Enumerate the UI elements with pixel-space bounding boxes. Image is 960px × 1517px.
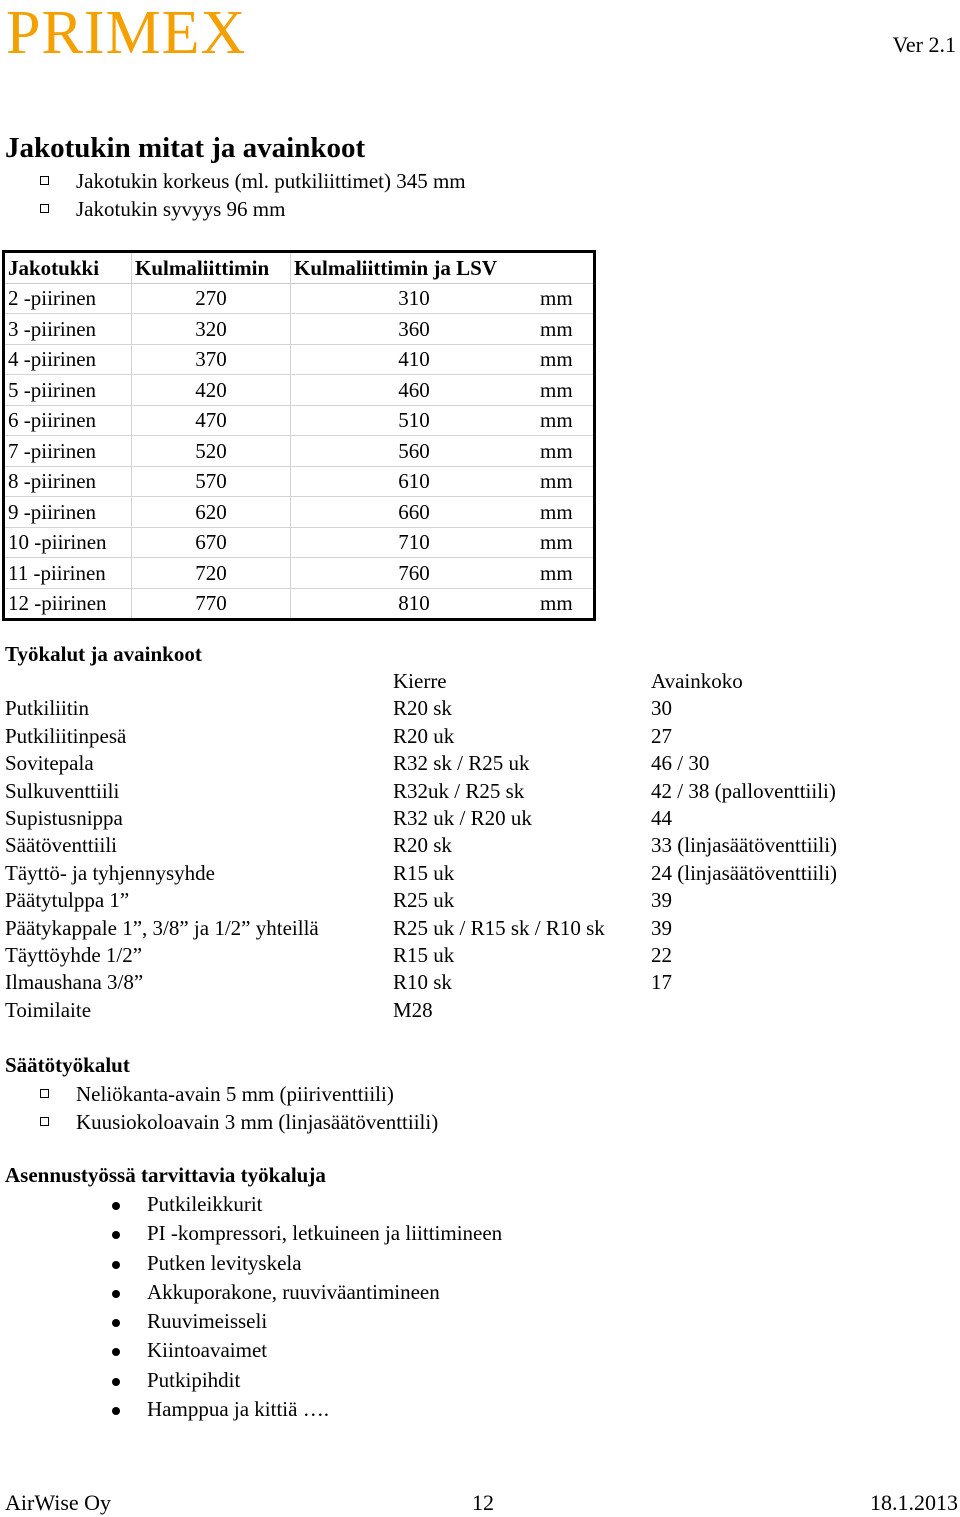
bullet-dot-icon — [112, 1407, 120, 1415]
tools-cell: Säätöventtiili — [5, 833, 117, 858]
table-cell: mm — [537, 314, 595, 345]
section-title-dimensions: Jakotukin mitat ja avainkoot — [5, 132, 366, 164]
table-cell: mm — [537, 344, 595, 375]
table-cell: 6 -piirinen — [4, 405, 132, 436]
tools-cell: Täyttö- ja tyhjennysyhde — [5, 860, 215, 885]
tools-cell: R25 uk — [393, 888, 455, 913]
bullet-dot-icon — [112, 1378, 120, 1386]
list-item-text: Putkileikkurit — [147, 1192, 263, 1216]
list-item — [110, 1307, 502, 1336]
list-item — [110, 1336, 502, 1365]
list-item — [40, 1080, 438, 1108]
bullet-dot-icon — [112, 1319, 120, 1327]
primex-logo: PRIMEX — [6, 0, 247, 67]
list-item-text: Kuusiokoloavain 3 mm (linjasäätöventtiili) — [76, 1110, 439, 1134]
tools-cell: R32uk / R25 sk — [393, 778, 525, 803]
table-cell: mm — [537, 436, 595, 467]
checkbox-bullet-icon — [40, 204, 49, 213]
checkbox-bullet-icon — [40, 176, 49, 185]
table-cell: 310 — [291, 283, 538, 314]
dimension-bullets — [40, 167, 466, 223]
table-cell: 9 -piirinen — [4, 497, 132, 528]
tools-cell: 33 (linjasäätöventtiili) — [651, 833, 838, 858]
table-cell: 8 -piirinen — [4, 466, 132, 497]
table-cell: mm — [537, 466, 595, 497]
column-header: Avainkoko — [651, 669, 743, 693]
list-item — [110, 1190, 502, 1219]
table-cell: 460 — [291, 375, 538, 406]
table-cell: 12 -piirinen — [4, 588, 132, 620]
table-cell: mm — [537, 527, 595, 558]
table-row — [4, 527, 595, 558]
table-cell: 760 — [291, 558, 538, 589]
tools-cell: Täyttöyhde 1/2” — [5, 942, 143, 967]
table-cell: 560 — [291, 436, 538, 467]
bullet-dot-icon — [112, 1231, 120, 1239]
table-cell: 3 -piirinen — [4, 314, 132, 345]
table-cell: 2 -piirinen — [4, 283, 132, 314]
list-item — [110, 1249, 502, 1278]
table-header-row — [4, 252, 595, 284]
install-tools-list — [110, 1190, 502, 1424]
tools-cell: R20 sk — [393, 696, 452, 721]
section-title-adjust-tools: Säätötyökalut — [5, 1053, 130, 1077]
column-header: Kierre — [393, 669, 447, 693]
tools-cell: R15 uk — [393, 942, 455, 967]
table-row — [4, 436, 595, 467]
bullet-dot-icon — [112, 1348, 120, 1356]
table-cell: mm — [537, 497, 595, 528]
table-cell: 610 — [291, 466, 538, 497]
tools-cell: Päätykappale 1”, 3/8” ja 1/2” yhteillä — [5, 915, 319, 940]
tools-cell: 17 — [651, 970, 672, 995]
list-item — [110, 1219, 502, 1248]
list-item-text: Putkipihdit — [147, 1367, 241, 1392]
tools-cell: R15 uk — [393, 860, 455, 885]
table-cell: mm — [537, 375, 595, 406]
bullet-dot-icon — [112, 1202, 120, 1210]
table-cell: 360 — [291, 314, 538, 345]
table-row — [4, 558, 595, 589]
list-item-text: Hamppua ja kittiä …. — [147, 1397, 329, 1422]
bullet-dot-icon — [112, 1290, 120, 1298]
tools-cell: R32 sk / R25 uk — [393, 751, 530, 776]
dimensions-table — [2, 250, 596, 621]
tools-cell: 22 — [651, 942, 672, 967]
list-item — [110, 1366, 502, 1395]
section-title-install-tools: Asennustyössä tarvittavia työkaluja — [5, 1163, 326, 1187]
tools-cell: R20 sk — [393, 833, 452, 858]
tools-cell: 39 — [651, 915, 672, 940]
tools-cell: 44 — [651, 805, 672, 830]
tools-cell: 30 — [651, 696, 672, 721]
tools-cell: Supistusnippa — [5, 805, 123, 830]
tools-cell: Päätytulppa 1” — [5, 888, 130, 913]
list-item — [110, 1278, 502, 1307]
footer-page-number: 12 — [472, 1490, 494, 1515]
list-item-text: Akkuporakone, ruuviväantimineen — [147, 1279, 440, 1304]
bullet-dot-icon — [112, 1261, 120, 1269]
footer-company: AirWise Oy — [5, 1490, 112, 1515]
tools-cell: R25 uk / R15 sk / R10 sk — [393, 915, 605, 940]
table-row — [4, 344, 595, 375]
list-item-text: Ruuvimeisseli — [147, 1309, 268, 1334]
section-title-tools: Työkalut ja avainkoot — [5, 642, 202, 666]
tools-cell: 27 — [651, 723, 672, 748]
list-item — [40, 195, 466, 223]
adjust-tools-list — [40, 1080, 438, 1136]
tools-cell: 42 / 38 (palloventtiili) — [651, 778, 836, 803]
table-cell: 270 — [132, 283, 291, 314]
table-row — [4, 405, 595, 436]
table-cell: 720 — [132, 558, 291, 589]
tools-cell: R20 uk — [393, 723, 455, 748]
table-cell: 320 — [132, 314, 291, 345]
table-cell: 770 — [132, 588, 291, 620]
table-cell: 810 — [291, 588, 538, 620]
column-header: Kulmaliittimin — [132, 252, 291, 284]
list-item-text: Jakotukin syvyys 96 mm — [76, 197, 286, 221]
table-cell: 4 -piirinen — [4, 344, 132, 375]
checkbox-bullet-icon — [40, 1117, 49, 1126]
table-cell: 520 — [132, 436, 291, 467]
tools-cell: 39 — [651, 888, 672, 913]
table-row — [4, 283, 595, 314]
table-cell: 620 — [132, 497, 291, 528]
tools-cell: Putkiliitin — [5, 696, 90, 721]
tools-cell: M28 — [393, 997, 433, 1022]
table-cell: 570 — [132, 466, 291, 497]
tools-cell: R10 sk — [393, 970, 452, 995]
version-label: Ver 2.1 — [892, 32, 956, 57]
table-cell: mm — [537, 405, 595, 436]
table-cell: 5 -piirinen — [4, 375, 132, 406]
table-cell: 510 — [291, 405, 538, 436]
list-item-text: Putken levityskela — [147, 1250, 302, 1275]
table-row — [4, 375, 595, 406]
column-header: Jakotukki — [4, 252, 132, 284]
table-cell: 11 -piirinen — [4, 558, 132, 589]
list-item — [40, 167, 466, 195]
tools-cell: Putkiliitinpesä — [5, 723, 127, 748]
table-row — [4, 466, 595, 497]
table-row — [4, 314, 595, 345]
checkbox-bullet-icon — [40, 1089, 49, 1098]
list-item — [40, 1108, 438, 1136]
table-cell: 670 — [132, 527, 291, 558]
tools-cell: 24 (linjasäätöventtiili) — [651, 860, 838, 885]
table-cell: 7 -piirinen — [4, 436, 132, 467]
table-cell: mm — [537, 558, 595, 589]
table-cell: 370 — [132, 344, 291, 375]
list-item — [110, 1395, 502, 1424]
column-header: Kulmaliittimin ja LSV — [291, 252, 538, 284]
table-row — [4, 588, 595, 620]
tools-cell: Toimilaite — [5, 997, 92, 1022]
list-item-text: Kiintoavaimet — [147, 1338, 268, 1363]
tools-cell: R32 uk / R20 uk — [393, 805, 532, 830]
tools-cell: Ilmaushana 3/8” — [5, 970, 144, 995]
table-cell: mm — [537, 283, 595, 314]
table-cell: mm — [537, 588, 595, 620]
table-cell: 420 — [132, 375, 291, 406]
list-item-text: Neliökanta-avain 5 mm (piiriventtiili) — [76, 1082, 394, 1106]
table-cell: 470 — [132, 405, 291, 436]
table-cell: 410 — [291, 344, 538, 375]
list-item-text: Jakotukin korkeus (ml. putkiliittimet) 345 mm — [76, 169, 466, 193]
footer-date: 18.1.2013 — [870, 1490, 958, 1515]
column-header — [537, 252, 595, 284]
tools-cell: Sulkuventtiili — [5, 778, 120, 803]
table-cell: 10 -piirinen — [4, 527, 132, 558]
tools-cell: 46 / 30 — [651, 751, 710, 776]
list-item-text: PI -kompressori, letkuineen ja liittimineen — [147, 1221, 503, 1246]
table-cell: 660 — [291, 497, 538, 528]
table-cell: 710 — [291, 527, 538, 558]
tools-cell: Sovitepala — [5, 751, 94, 776]
table-row — [4, 497, 595, 528]
